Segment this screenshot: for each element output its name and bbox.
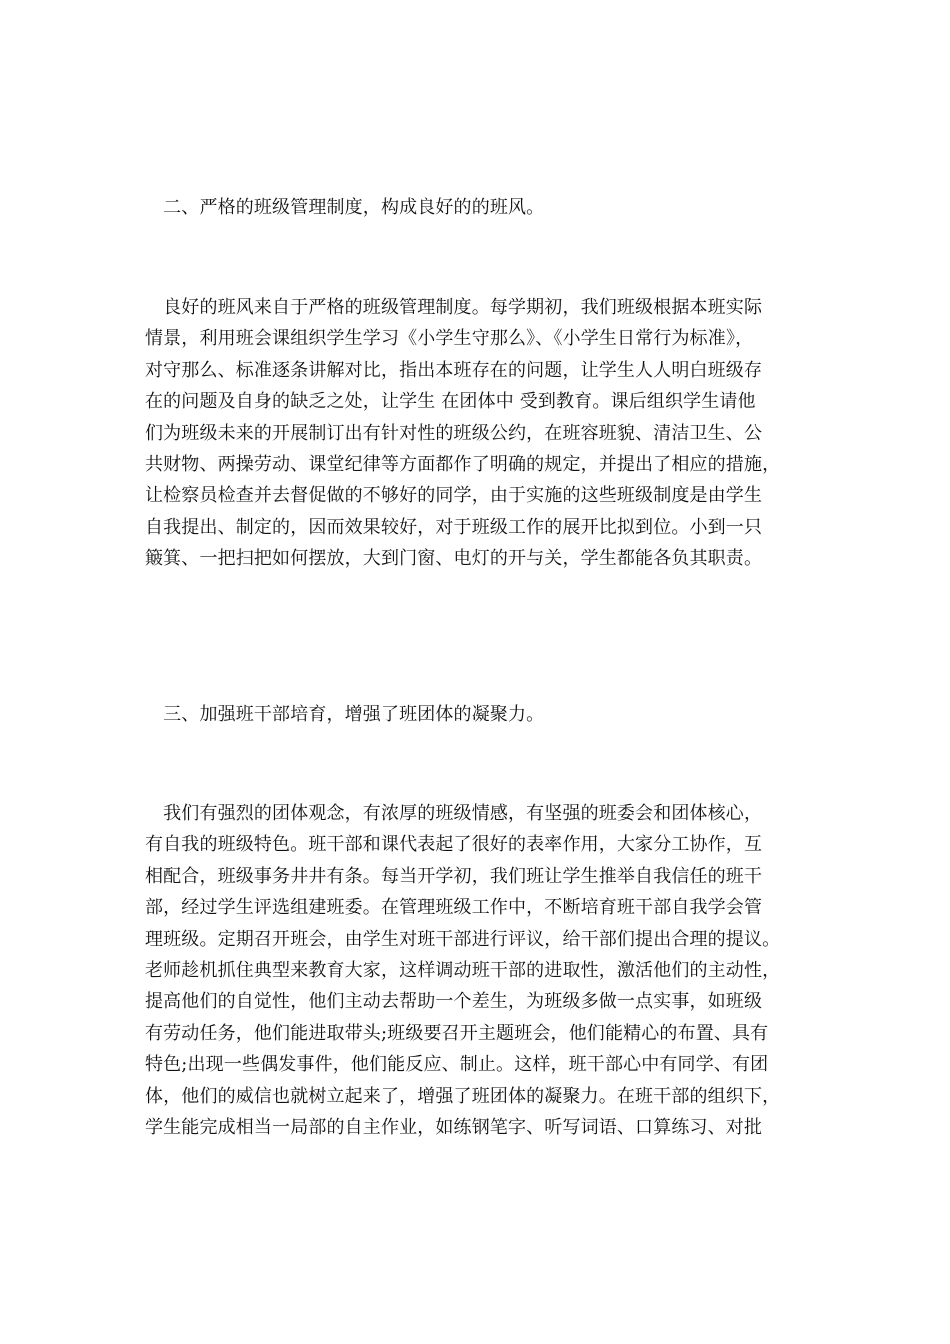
paragraph-line: 特色;出现一些偶发事件，他们能反应、制止。这样，班干部心中有同学、有团 — [145, 1054, 769, 1076]
paragraph-class-rules — [145, 292, 815, 575]
paragraph-class-cadres — [145, 798, 815, 1143]
paragraph-line: 共财物、两操劳动、课堂纪律等方面都作了明确的规定，并提出了相应的措施， — [145, 453, 781, 475]
paragraph-line: 提高他们的自觉性，他们主动去帮助一个差生，为班级多做一点实事，如班级 — [145, 991, 763, 1013]
paragraph-line: 我们有强烈的团体观念，有浓厚的班级情感，有坚强的班委会和团体核心， — [145, 803, 763, 824]
paragraph-line: 学生能完成相当一局部的自主作业，如练钢笔字、听写词语、口算练习、对批 — [145, 1116, 763, 1138]
paragraph-line: 对守那么、标准逐条讲解对比，指出本班存在的问题，让学生人人明白班级存 — [145, 359, 763, 381]
paragraph-line: 让检察员检查并去督促做的不够好的同学，由于实施的这些班级制度是由学生 — [145, 485, 763, 507]
paragraph-line: 有自我的班级特色。班干部和课代表起了很好的表率作用，大家分工协作，互 — [145, 834, 763, 856]
paragraph-line: 体，他们的威信也就树立起来了，增强了班团体的凝聚力。在班干部的组织下， — [145, 1085, 781, 1107]
paragraph-line: 部，经过学生评选组建班委。在管理班级工作中，不断培育班干部自我学会管 — [145, 897, 763, 919]
paragraph-line: 在的问题及自身的缺乏之处，让学生 在团体中 受到教育。课后组织学生请他 — [145, 391, 756, 413]
heading-text: 二、严格的班级管理制度，构成良好的的班风。 — [145, 197, 545, 218]
paragraph-line: 理班级。定期召开班会，由学生对班干部进行评议，给干部们提出合理的提议。 — [145, 928, 781, 950]
paragraph-line: 老师趁机抓住典型来教育大家，这样调动班干部的进取性，激活他们的主动性， — [145, 959, 781, 981]
paragraph-line: 簸箕、一把扫把如何摆放，大到门窗、电灯的开与关，学生都能各负其职责。 — [145, 548, 763, 570]
section-heading-3 — [145, 699, 815, 730]
paragraph-line: 相配合，班级事务井井有条。每当开学初，我们班让学生推举自我信任的班干 — [145, 865, 763, 887]
paragraph-line: 情景，利用班会课组织学生学习《小学生守那么》、《小学生日常行为标准》， — [145, 328, 754, 350]
paragraph-line: 良好的班风来自于严格的班级管理制度。每学期初，我们班级根据本班实际 — [145, 297, 763, 318]
paragraph-line: 们为班级未来的开展制订出有针对性的班级公约，在班容班貌、清洁卫生、公 — [145, 422, 763, 444]
section-heading-2 — [145, 192, 815, 223]
paragraph-line: 自我提出、制定的，因而效果较好，对于班级工作的展开比拟到位。小到一只 — [145, 516, 763, 538]
heading-text: 三、加强班干部培育，增强了班团体的凝聚力。 — [145, 704, 545, 725]
paragraph-line: 有劳动任务，他们能进取带头;班级要召开主题班会，他们能精心的布置、具有 — [145, 1022, 769, 1044]
